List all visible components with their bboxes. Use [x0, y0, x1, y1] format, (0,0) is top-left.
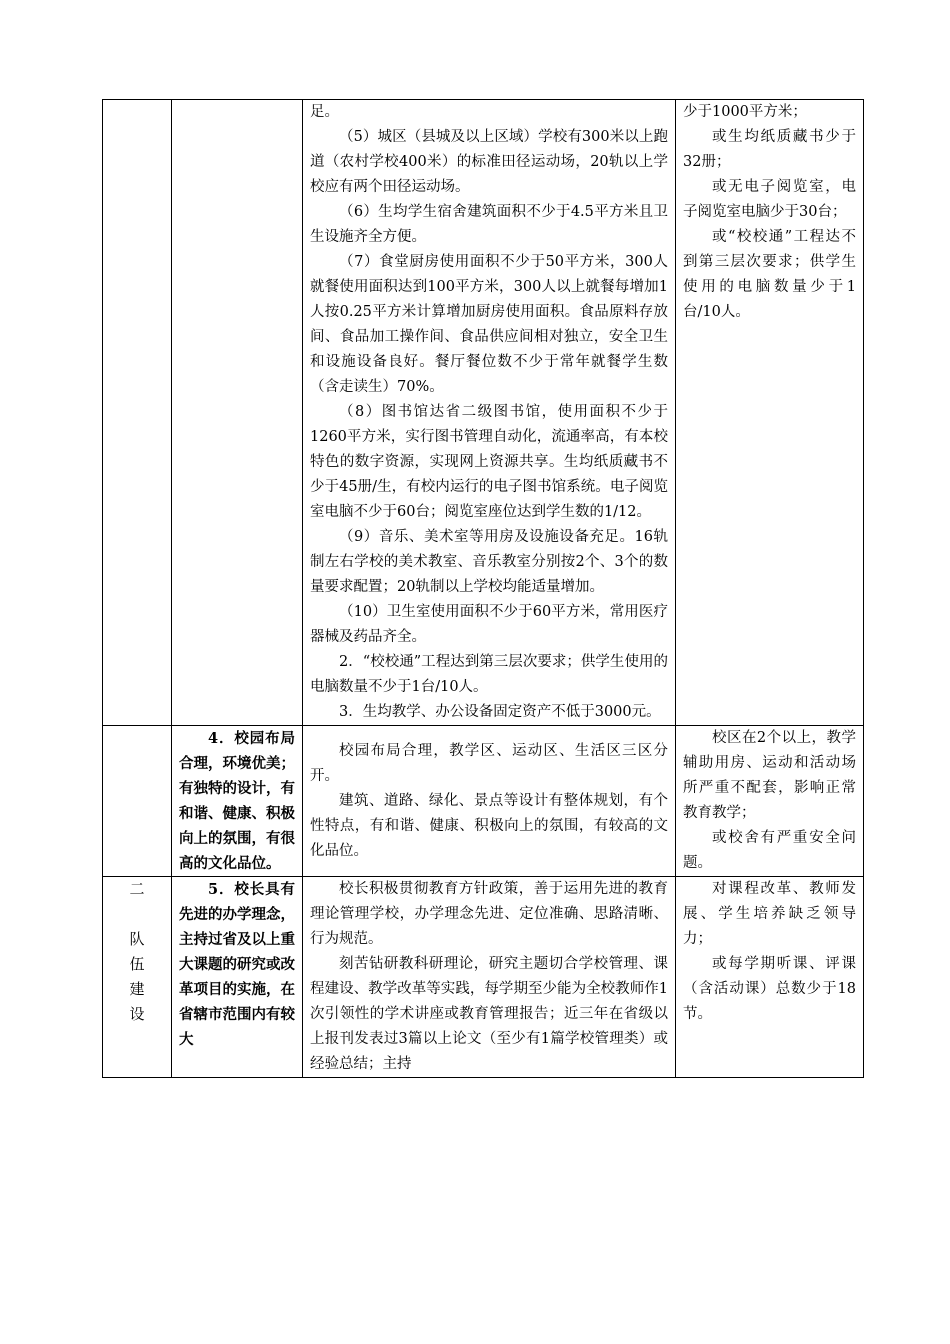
veto-text: 或校舍有严重安全问题。	[683, 830, 856, 871]
criterion-text: 4．校园布局合理，环境优美；有独特的设计，有和谐、健康、积极向上的氛围，有很高的文化品位。	[179, 730, 295, 872]
criterion-cell	[172, 726, 303, 877]
requirement-text: （8）图书馆达省二级图书馆，使用面积不少于1260平方米，实行图书管理自动化，流通率高，有本校特色的数字资源，实现网上资源共享。生均纸质藏书不少于45册/生，有校内运行的电子图书馆系统。电子阅览室电脑不少于60台；阅览室座位达到学生数的1/12。	[310, 404, 668, 520]
section-cell-team	[103, 877, 172, 1078]
section-title-char: 伍	[129, 955, 145, 973]
veto-text: 或无电子阅览室，电子阅览室电脑少于30台；	[683, 179, 856, 220]
criterion-cell	[172, 877, 303, 1078]
requirement-text: （10）卫生室使用面积不少于60平方米，常用医疗器械及药品齐全。	[310, 604, 668, 645]
table-row	[103, 726, 864, 877]
requirement-text: （6）生均学生宿舍建筑面积不少于4.5平方米且卫生设施齐全方便。	[310, 204, 668, 245]
requirement-text: 2．“校校通”工程达到第三层次要求；供学生使用的电脑数量不少于1台/10人。	[310, 654, 668, 695]
veto-cell	[676, 877, 864, 1078]
standards-table	[102, 99, 864, 1078]
section-cell	[103, 100, 172, 726]
criterion-text: 5．校长具有先进的办学理念，主持过省及以上重大课题的研究或改革项目的实施，在省辖市范围内有较大	[179, 881, 295, 1048]
section-title-char: 设	[129, 1005, 145, 1023]
section-title-char: 队	[129, 930, 145, 948]
requirement-text: 校长积极贯彻教育方针政策，善于运用先进的教育理论管理学校，办学理念先进、定位准确、思路清晰、行为规范。	[310, 881, 668, 947]
veto-cell	[676, 100, 864, 726]
section-title-char: 建	[129, 980, 145, 998]
requirement-text: 足。	[310, 104, 339, 120]
requirement-cell	[303, 726, 676, 877]
requirement-text: （9）音乐、美术室等用房及设施设备充足。16轨制左右学校的美术教室、音乐教室分别按2个、3个的数量要求配置；20轨制以上学校均能适量增加。	[310, 529, 668, 595]
requirement-cell	[303, 877, 676, 1078]
veto-cell	[676, 726, 864, 877]
requirement-text: 校园布局合理，教学区、运动区、生活区三区分开。	[310, 742, 668, 784]
criterion-cell	[172, 100, 303, 726]
requirement-text: 3．生均教学、办公设备固定资产不低于3000元。	[339, 704, 661, 720]
veto-text: 或“校校通”工程达不到第三层次要求；供学生使用的电脑数量少于1台/10人。	[683, 229, 856, 320]
requirement-cell	[303, 100, 676, 726]
section-number: 二	[129, 880, 145, 898]
veto-text: 或每学期听课、评课（含活动课）总数少于18节。	[683, 956, 856, 1022]
requirement-text: （7）食堂厨房使用面积不少于50平方米，300人就餐使用面积达到100平方米，300人以上就餐每增加1人按0.25平方米计算增加厨房使用面积。食品原料存放间、食品加工操作间、食品供应间相对独立，安全卫生和设施设备良好。餐厅餐位数不少于常年就餐学生数（含走读生）70%。	[310, 254, 668, 395]
table-row	[103, 877, 864, 1078]
veto-text: 校区在2个以上，教学辅助用房、运动和活动场所严重不配套，影响正常教育教学；	[683, 730, 856, 821]
requirement-text: 建筑、道路、绿化、景点等设计有整体规划，有个性特点，有和谐、健康、积极向上的氛围，有较高的文化品位。	[310, 792, 668, 859]
requirement-text: 刻苦钻研教科研理论，研究主题切合学校管理、课程建设、教学改革等实践，每学期至少能为全校教师作1次引领性的学术讲座或教育管理报告；近三年在省级以上报刊发表过3篇以上论文（至少有1篇学校管理类）或经验总结；主持	[310, 956, 668, 1072]
section-cell	[103, 726, 172, 877]
veto-text: 对课程改革、教师发展、学生培养缺乏领导力；	[683, 881, 856, 947]
table-row	[103, 100, 864, 726]
veto-text: 少于1000平方米；	[683, 104, 807, 120]
veto-text: 或生均纸质藏书少于32册；	[683, 129, 856, 170]
requirement-text: （5）城区（县城及以上区域）学校有300米以上跑道（农村学校400米）的标准田径运动场，20轨以上学校应有两个田径运动场。	[310, 129, 668, 195]
